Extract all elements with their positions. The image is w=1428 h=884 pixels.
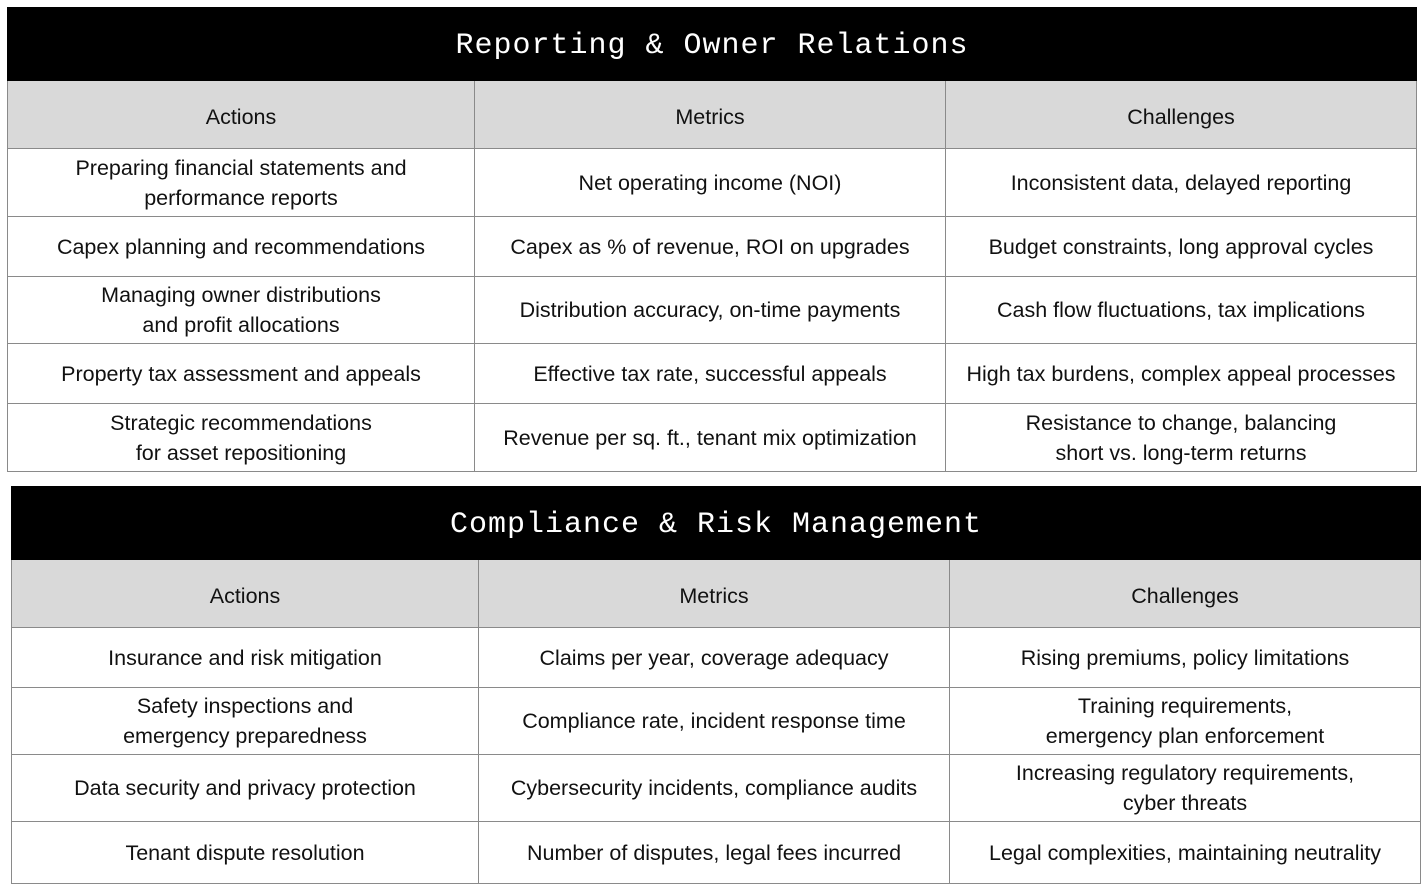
action-cell: Preparing financial statements and performance reports (8, 149, 475, 217)
challenge-cell: Budget constraints, long approval cycles (946, 217, 1417, 277)
column-header-challenges: Challenges (946, 81, 1417, 149)
action-cell: Managing owner distributions and profit allocations (8, 277, 475, 344)
action-cell: Tenant dispute resolution (12, 822, 479, 884)
challenge-cell: Increasing regulatory requirements, cyber threats (950, 755, 1421, 822)
metric-cell: Net operating income (NOI) (475, 149, 946, 217)
action-cell: Strategic recommendations for asset repositioning (8, 404, 475, 472)
column-header-metrics: Metrics (475, 81, 946, 149)
metric-cell: Capex as % of revenue, ROI on upgrades (475, 217, 946, 277)
column-header-actions: Actions (12, 560, 479, 628)
challenge-cell: Cash flow fluctuations, tax implications (946, 277, 1417, 344)
metric-cell: Distribution accuracy, on-time payments (475, 277, 946, 344)
reporting-owner-relations-table (7, 7, 1417, 472)
table-row (8, 404, 1417, 472)
metric-cell: Compliance rate, incident response time (479, 688, 950, 755)
action-cell: Capex planning and recommendations (8, 217, 475, 277)
metric-cell: Cybersecurity incidents, compliance audits (479, 755, 950, 822)
table-row (8, 217, 1417, 277)
action-cell: Data security and privacy protection (12, 755, 479, 822)
table-row (8, 149, 1417, 217)
table-title: Compliance & Risk Management (12, 487, 1421, 560)
table-row (8, 344, 1417, 404)
metric-cell: Revenue per sq. ft., tenant mix optimization (475, 404, 946, 472)
challenge-cell: Inconsistent data, delayed reporting (946, 149, 1417, 217)
metric-cell: Effective tax rate, successful appeals (475, 344, 946, 404)
table-row (12, 755, 1421, 822)
action-cell: Insurance and risk mitigation (12, 628, 479, 688)
challenge-cell: Resistance to change, balancing short vs. long-term returns (946, 404, 1417, 472)
table-row (12, 822, 1421, 884)
table-row (8, 277, 1417, 344)
challenge-cell: Rising premiums, policy limitations (950, 628, 1421, 688)
challenge-cell: Legal complexities, maintaining neutrality (950, 822, 1421, 884)
table-title: Reporting & Owner Relations (8, 8, 1417, 81)
challenge-cell: Training requirements, emergency plan enforcement (950, 688, 1421, 755)
action-cell: Property tax assessment and appeals (8, 344, 475, 404)
challenge-cell: High tax burdens, complex appeal processes (946, 344, 1417, 404)
table-row (12, 688, 1421, 755)
compliance-risk-management-table (11, 486, 1421, 884)
column-header-metrics: Metrics (479, 560, 950, 628)
action-cell: Safety inspections and emergency preparedness (12, 688, 479, 755)
metric-cell: Claims per year, coverage adequacy (479, 628, 950, 688)
column-header-challenges: Challenges (950, 560, 1421, 628)
table-row (12, 628, 1421, 688)
metric-cell: Number of disputes, legal fees incurred (479, 822, 950, 884)
column-header-actions: Actions (8, 81, 475, 149)
